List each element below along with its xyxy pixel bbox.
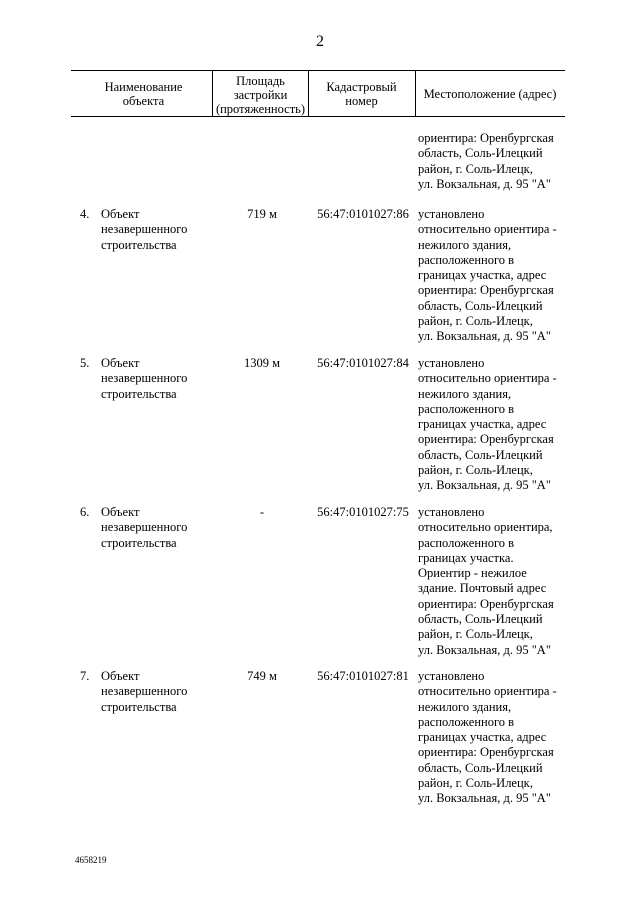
location-line: район, г. Соль-Илецк,	[418, 627, 533, 642]
name-line: Объект	[101, 505, 140, 519]
location-line: ориентира: Оренбургская	[418, 432, 554, 447]
location-line: ул. Вокзальная, д. 95 "А"	[418, 791, 551, 806]
location-line: область, Соль-Илецкий	[418, 298, 543, 313]
page-number: 2	[316, 33, 324, 50]
name-line: Объект	[101, 207, 140, 221]
header-area-line: (протяженность)	[215, 102, 306, 116]
name-line: строительства	[101, 386, 177, 401]
location-line: границах участка.	[418, 550, 514, 565]
location-line: ул. Вокзальная, д. 95 "А"	[418, 642, 551, 657]
name-line: незавершенного	[101, 684, 188, 699]
location-line: границах участка, адрес	[418, 730, 547, 745]
location-line: район, г. Соль-Илецк,	[418, 776, 533, 791]
name-line: Объект	[101, 669, 140, 683]
header-area-line: Площадь	[236, 74, 285, 88]
location-line: ориентира: Оренбургская	[418, 131, 554, 145]
location-cell	[418, 505, 568, 658]
area-cell: 1309 м	[243, 356, 281, 370]
location-line: область, Соль-Илецкий	[418, 146, 543, 161]
name-line: незавершенного	[101, 222, 188, 237]
header-name-line: Наименование	[104, 80, 183, 94]
name-line: незавершенного	[101, 371, 188, 386]
name-line: Объект	[101, 356, 140, 370]
header-location	[415, 87, 565, 101]
name-line: строительства	[101, 535, 177, 550]
location-cell	[418, 669, 568, 807]
location-line: область, Соль-Илецкий	[418, 447, 543, 462]
location-line: относительно ориентира -	[418, 371, 557, 386]
location-line: установлено	[418, 356, 485, 370]
area-cell: 719 м	[247, 207, 277, 221]
location-line: область, Соль-Илецкий	[418, 760, 543, 775]
header-cadastral-line: номер	[345, 94, 378, 108]
row-number: 5.	[80, 356, 90, 370]
area-cell: 749 м	[247, 669, 277, 683]
area-cell: -	[259, 505, 265, 519]
header-location-line: Местоположение (адрес)	[423, 87, 557, 101]
location-line: расположенного в	[418, 535, 515, 550]
location-line: область, Соль-Илецкий	[418, 612, 543, 627]
cadastral-cell: 56:47:0101027:75	[317, 505, 409, 519]
location-line: ул. Вокзальная, д. 95 "А"	[418, 176, 551, 191]
table-header-bottom-border	[71, 116, 565, 117]
location-line: район, г. Соль-Илецк,	[418, 463, 533, 478]
document-code: 4658219	[75, 855, 107, 865]
location-cell	[418, 356, 568, 494]
name-cell	[101, 505, 211, 551]
name-cell	[101, 669, 211, 715]
location-line: ул. Вокзальная, д. 95 "А"	[418, 478, 551, 493]
location-line: нежилого здания,	[418, 386, 512, 401]
location-line: ул. Вокзальная, д. 95 "А"	[418, 329, 551, 344]
header-name-line: объекта	[122, 94, 165, 108]
location-line: относительно ориентира,	[418, 520, 553, 535]
location-line: расположенного в	[418, 401, 515, 416]
header-cadastral-line: Кадастровый	[326, 80, 397, 94]
location-line: расположенного в	[418, 714, 515, 729]
location-line: границах участка, адрес	[418, 417, 547, 432]
cadastral-cell: 56:47:0101027:84	[317, 356, 409, 370]
header-cadastral	[308, 80, 415, 108]
name-line: незавершенного	[101, 520, 188, 535]
header-name	[75, 80, 212, 108]
row-number: 4.	[80, 207, 90, 221]
location-line: нежилого здания,	[418, 699, 512, 714]
row-number: 6.	[80, 505, 90, 519]
location-line: здание. Почтовый адрес	[418, 581, 547, 596]
location-cell	[418, 131, 568, 192]
location-line: нежилого здания,	[418, 237, 512, 252]
location-line: установлено	[418, 505, 485, 519]
name-line: строительства	[101, 699, 177, 714]
location-line: границах участка, адрес	[418, 268, 547, 283]
location-line: Ориентир - нежилое	[418, 566, 527, 581]
location-line: ориентира: Оренбургская	[418, 745, 554, 760]
name-cell	[101, 356, 211, 402]
name-cell	[101, 207, 211, 253]
location-line: район, г. Соль-Илецк,	[418, 161, 533, 176]
location-line: район, г. Соль-Илецк,	[418, 314, 533, 329]
name-line: строительства	[101, 237, 177, 252]
location-line: ориентира: Оренбургская	[418, 596, 554, 611]
header-area	[212, 74, 309, 116]
location-line: расположенного в	[418, 252, 515, 267]
location-cell	[418, 207, 568, 345]
cadastral-cell: 56:47:0101027:86	[317, 207, 409, 221]
location-line: установлено	[418, 669, 485, 683]
header-area-line: застройки	[233, 88, 288, 102]
location-line: относительно ориентира -	[418, 222, 557, 237]
cadastral-cell: 56:47:0101027:81	[317, 669, 409, 683]
row-number: 7.	[80, 669, 90, 683]
table-top-border	[71, 70, 565, 71]
location-line: ориентира: Оренбургская	[418, 283, 554, 298]
location-line: установлено	[418, 207, 485, 221]
location-line: относительно ориентира -	[418, 684, 557, 699]
